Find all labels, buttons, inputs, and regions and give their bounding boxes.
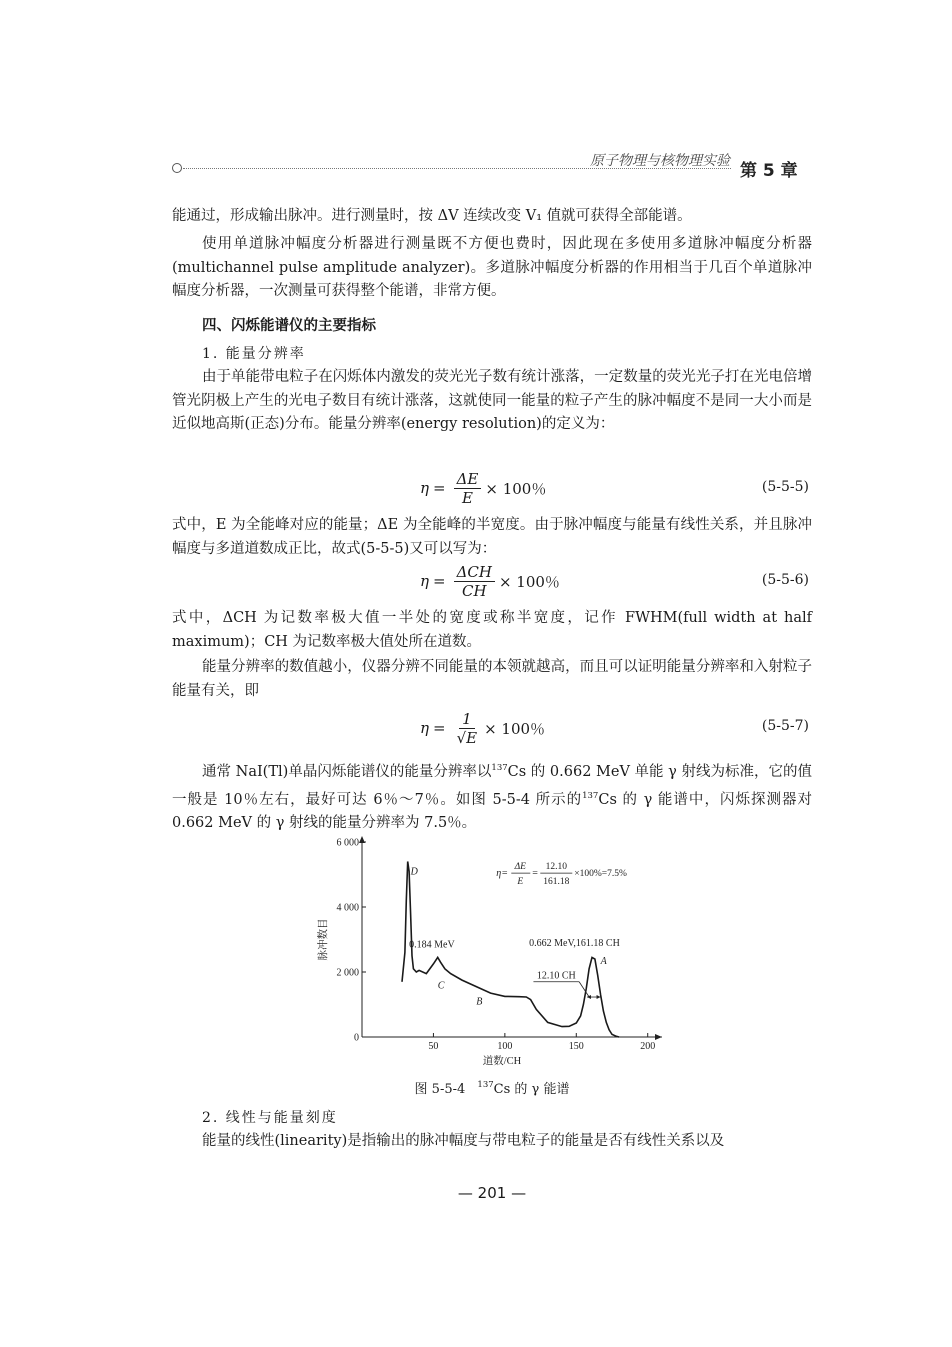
gamma-spectrum-figure (300, 834, 670, 1074)
equation-label-5-5-7: (5-5-7) (761, 718, 809, 734)
eq3-rhs: × 100％ (484, 719, 546, 738)
x-tick-label: 150 (568, 1041, 584, 1052)
equation-label-5-5-6: (5-5-6) (761, 572, 809, 588)
region-letter-b: B (476, 996, 483, 1008)
paragraph-7-part-c: Cs 的 γ 能谱中，闪烁探测器对 0.662 MeV 的 γ 射线的能量分辨率为 7.5％。 (172, 791, 813, 831)
formula-num1: ΔE (514, 862, 526, 873)
formula-den1: E (517, 877, 524, 888)
y-tick-label: 0 (354, 1032, 359, 1044)
eq3-denominator: √E (456, 728, 478, 747)
y-tick-label: 4 000 (336, 902, 359, 914)
x-axis-arrow (655, 1034, 662, 1040)
formula-den2: 161.18 (543, 877, 570, 888)
formula-num2: 12.10 (545, 862, 567, 873)
y-tick-label: 2 000 (336, 967, 359, 979)
x-axis-label: 道数/CH (482, 1056, 522, 1067)
eq3-numerator: 1 (459, 710, 475, 729)
figure-caption-sup: 137 (477, 1080, 494, 1090)
header-circle-ornament (172, 163, 182, 173)
paragraph-7-part-b: Cs 的 0.662 MeV 单能 γ 射线为标准，它的值一般是 10％左右，最好可达 6％～7％。如图 5-5-4 所示的 (172, 764, 813, 808)
formula-tail: ×100%=7.5% (574, 869, 627, 880)
eq1-lhs: η (420, 479, 429, 497)
eq1-numerator: ΔE (454, 470, 482, 489)
eq3-fraction (454, 710, 481, 747)
figure-caption (172, 1078, 812, 1097)
subheading-energy-resolution: 1. 能量分辨率 (202, 346, 306, 362)
paragraph-8: 能量的线性(linearity)是指输出的脉冲幅度与带电粒子的能量是否有线性关系以及 (202, 1133, 725, 1149)
paragraph-3: 由于单能带电粒子在闪烁体内激发的荧光光子数有统计涨落，一定数量的荧光光子打在光电倍增管光阴极上产生的光电子数目有统计涨落，这就使同一能量的粒子产生的脉冲幅度不是同一大小而是近似地高斯(正态)分布。能量分辨率(energy resolution)的定义为： (172, 369, 812, 432)
eq3-lhs: η (420, 719, 429, 737)
page-number: — 201 — (457, 1184, 527, 1202)
paragraph-4: 式中，E 为全能峰对应的能量；ΔE 为全能峰的半宽度。由于脉冲幅度与能量有线性关系，并且脉冲幅度与多道道数成正比，故式(5-5-5)又可以写为： (172, 517, 812, 557)
gamma-spectrum-chart (300, 834, 670, 1074)
eq1-denominator: E (462, 488, 473, 507)
paragraph-7-part-a: 通常 NaI(Tl)单晶闪烁能谱仪的能量分辨率以 (202, 764, 492, 780)
chart-annotations (409, 862, 627, 1007)
equation-label-5-5-5: (5-5-5) (761, 479, 809, 495)
figure-caption-number: 图 5-5-4 (414, 1082, 466, 1097)
eq1-fraction (454, 470, 482, 507)
equation-5-5-6: η = $\frac{\text{ΔCH}}{CH}$ × 100％ (420, 562, 560, 600)
paragraph-7 (172, 757, 812, 836)
paragraph-1: 能通过，形成输出脉冲。进行测量时，按 ΔV 连续改变 V₁ 值就可获得全部能谱。 (172, 208, 692, 224)
figure-caption-text: Cs 的 γ 能谱 (493, 1082, 570, 1097)
peak-a-energy-label: 0.662 MeV,161.18 CH (529, 938, 620, 949)
header-book-title: 原子物理与核物理实验 (590, 153, 730, 169)
fwhm-label: 12.10 CH (536, 970, 576, 982)
x-tick-label: 50 (428, 1041, 439, 1052)
paragraph-7-sup-1: 137 (491, 763, 508, 773)
eq2-numerator: ΔCH (454, 563, 495, 582)
paragraph-7-sup-2: 137 (582, 790, 599, 801)
x-tick-label: 200 (640, 1041, 656, 1052)
paragraph-5: 式中，ΔCH 为记数率极大值一半处的宽度或称半宽度，记作 FWHM(full width at half maximum)；CH 为记数率极大值处所在道数。 (172, 610, 812, 650)
y-axis-label: 脉冲数目 (318, 918, 329, 961)
formula-equals: = (532, 868, 538, 880)
peak-letter-a: A (600, 955, 607, 967)
formula-eta: η= (496, 868, 509, 880)
equation-5-5-7: η = $\frac{1}{√E}$ × 100％ (420, 709, 546, 747)
fwhm-arrow-left (587, 995, 591, 999)
eq2-fraction (454, 563, 495, 600)
subheading-linearity: 2. 线性与能量刻度 (202, 1110, 338, 1126)
x-tick-label: 100 (497, 1041, 513, 1052)
y-tick-label: 6 000 (336, 837, 359, 849)
section-heading: 四、闪烁能谱仪的主要指标 (202, 318, 376, 334)
peak-c-energy-label: 0.184 MeV (409, 939, 455, 951)
paragraph-6: 能量分辨率的数值越小，仪器分辨不同能量的本领就越高，而且可以证明能量分辨率和入射粒子能量有关，即 (172, 659, 812, 699)
peak-letter-d: D (410, 866, 418, 878)
paragraph-2: 使用单道脉冲幅度分析器进行测量既不方便也费时，因此现在多使用多道脉冲幅度分析器(multichannel pulse amplitude analyzer)。多道脉冲幅度分析器的作用相当于几百个单道脉冲幅度分析器，一次测量可获得整个能谱，非常方便。 (172, 236, 812, 299)
eq2-lhs: η (420, 572, 429, 590)
eq2-denominator: CH (461, 581, 487, 600)
header-chapter: 第 5 章 (740, 161, 798, 181)
eq2-rhs: × 100％ (498, 572, 560, 591)
eq1-rhs: × 100％ (485, 479, 547, 498)
peak-letter-c: C (437, 980, 445, 992)
equation-5-5-5: η = $\frac{\Delta E}{E}$ × 100％ (420, 469, 547, 507)
